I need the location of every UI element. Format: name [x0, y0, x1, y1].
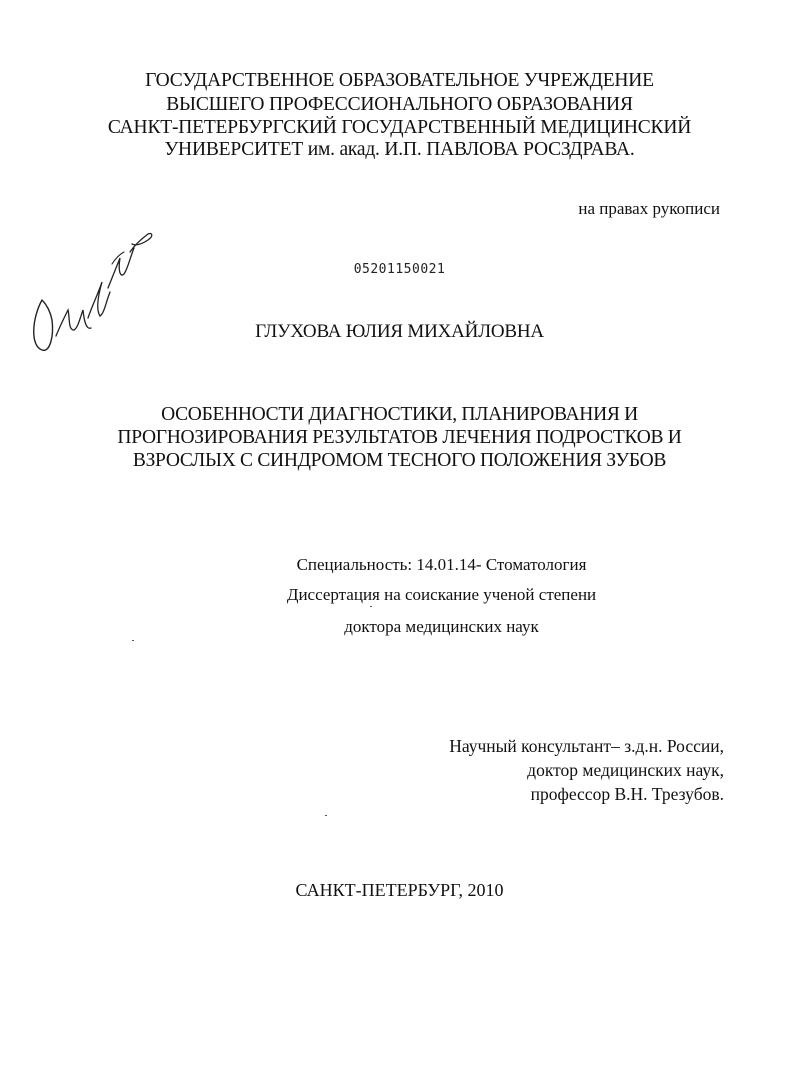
title-line: ОСОБЕННОСТИ ДИАГНОСТИКИ, ПЛАНИРОВАНИЯ И [161, 404, 638, 425]
signature-icon [28, 218, 158, 368]
degree-line: Диссертация на соискание ученой степени [286, 585, 597, 604]
scan-speck [325, 815, 327, 816]
scan-speck [132, 640, 134, 641]
header-line: ГОСУДАРСТВЕННОЕ ОБРАЗОВАТЕЛЬНОЕ УЧРЕЖДЕНИЕ [145, 70, 654, 91]
title-line: ВЗРОСЛЫХ С СИНДРОМОМ ТЕСНОГО ПОЛОЖЕНИЯ ЗУБОВ [132, 450, 667, 471]
header-line: САНКТ-ПЕТЕРБУРГСКИЙ ГОСУДАРСТВЕННЫЙ МЕДИЦИНСКИЙ [107, 117, 692, 138]
title-line: ПРОГНОЗИРОВАНИЯ РЕЗУЛЬТАТОВ ЛЕЧЕНИЯ ПОДРОСТКОВ И [117, 427, 682, 448]
consultant-line: профессор В.Н. Трезубов. [530, 784, 724, 804]
scientific-consultant [449, 734, 724, 806]
consultant-line: доктор медицинских наук, [527, 760, 724, 780]
header-line: ВЫСШЕГО ПРОФЕССИОНАЛЬНОГО ОБРАЗОВАНИЯ [166, 94, 633, 115]
scan-speck [370, 606, 372, 607]
author-name: ГЛУХОВА ЮЛИЯ МИХАЙЛОВНА [255, 321, 544, 342]
consultant-line: Научный консультант– з.д.н. России, [449, 736, 724, 756]
manuscript-note: на правах рукописи [578, 199, 720, 218]
specialty-line: Специальность: 14.01.14- Стоматология [296, 555, 587, 574]
registration-number: 05201150021 [353, 262, 446, 277]
city-year: САНКТ-ПЕТЕРБУРГ, 2010 [295, 880, 504, 900]
header-line: УНИВЕРСИТЕТ им. акад. И.П. ПАВЛОВА РОСЗДРАВА. [164, 139, 635, 160]
degree-line: доктора медицинских наук [344, 617, 539, 636]
